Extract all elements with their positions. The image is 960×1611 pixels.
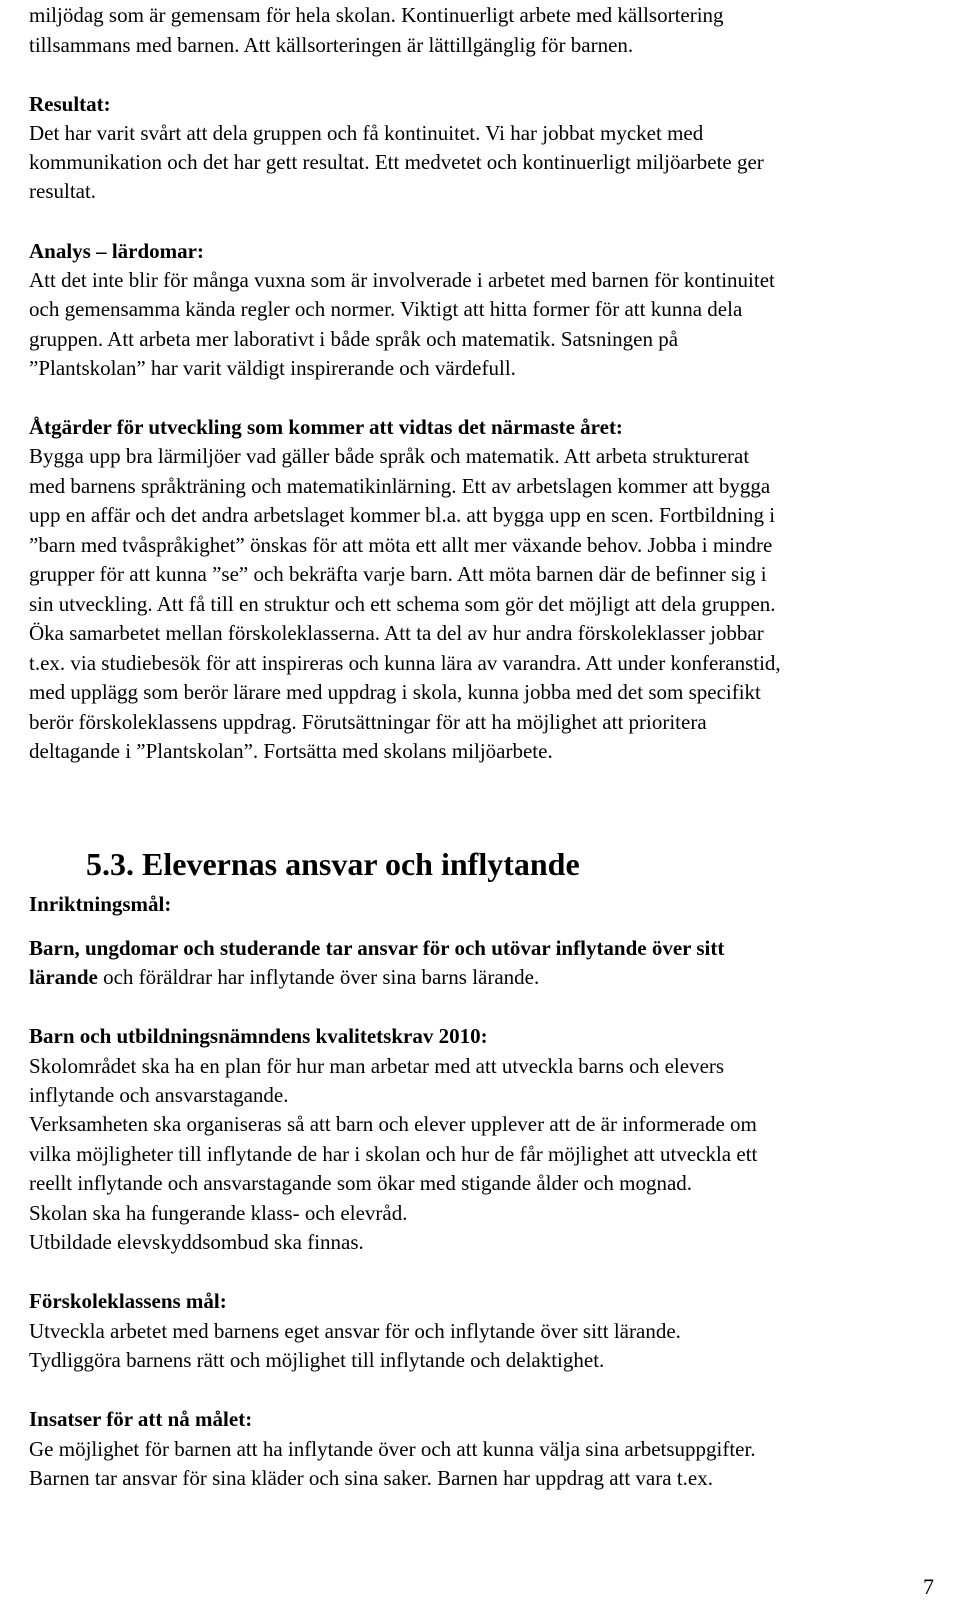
text-line [29,707,707,737]
text-line [29,147,764,177]
line-text: sin utveckling. Att få till en struktur och ett schema som gör det möjligt att dela gruppen. [29,592,776,616]
text-line [29,1198,407,1228]
text-line [29,677,761,707]
section-heading: 5.3. Elevernas ansvar och inflytande [86,846,580,882]
line-text: kommunikation och det har gett resultat. Ett medvetet och kontinuerligt miljöarbete ger [29,150,764,174]
text-line [29,1080,289,1110]
line-text: Skolan ska ha fungerande klass- och elevråd. [29,1201,408,1225]
text-line [29,1463,713,1493]
text-line [29,1345,604,1375]
line-text: Skolområdet ska ha en plan för hur man arbetar med att utveckla barns och elevers [29,1054,725,1078]
line-text: miljödag som är gemensam för hela skolan. Kontinuerligt arbete med källsortering [29,3,724,27]
page-number: 7 [923,1574,934,1599]
text-line [29,1434,756,1464]
text-line [29,324,678,354]
text-line [29,559,767,589]
line-text: resultat. [29,179,97,203]
bold-text-line [29,412,623,442]
text-line [29,618,764,648]
line-text: t.ex. via studiebesök för att inspireras och kunna lära av varandra. Att under konferanstid, [29,651,781,675]
text-line [29,176,96,206]
bold-text-line [29,933,724,963]
line-text: Barn och utbildningsnämndens kvalitetskrav 2010: [29,1024,488,1048]
bold-text-line [29,89,111,119]
bold-text-line [29,236,204,266]
line-text: reellt inflytande och ansvarstagande som ökar med stigande ålder och mognad. [29,1171,693,1195]
text-line [29,30,633,60]
text-line [29,353,516,383]
text-line [29,1051,724,1081]
line-text: Inriktningsmål: [29,892,172,916]
line-text: berör förskoleklassens uppdrag. Förutsättningar för att ha möjlighet att prioritera [29,710,707,734]
line-text: grupper för att kunna ”se” och bekräfta varje barn. Att möta barnen där de befinner sig i [29,562,767,586]
line-text: Barnen tar ansvar för sina kläder och sina saker. Barnen har uppdrag att vara t.ex. [29,1466,713,1490]
line-text: Insatser för att nå målet: [29,1407,253,1431]
text-line [29,1227,364,1257]
line-text: Analys – lärdomar: [29,239,204,263]
line-text: deltagande i ”Plantskolan”. Fortsätta med skolans miljöarbete. [29,739,553,763]
line-text: Ge möjlighet för barnen att ha inflytande över och att kunna välja sina arbetsuppgifter. [29,1437,756,1461]
line-text: Resultat: [29,92,111,116]
line-text: upp en affär och det andra arbetslaget kommer bl.a. att bygga upp en scen. Fortbildning i [29,503,776,527]
line-text: ”barn med tvåspråkighet” önskas för att möta ett allt mer växande behov. Jobba i mindre [29,533,773,557]
text-line [29,1316,681,1346]
bold-text-line [29,889,171,919]
line-text: ”Plantskolan” har varit väldigt inspirerande och värdefull. [29,356,516,380]
bold-text-line [29,1286,227,1316]
text-line [29,471,770,501]
line-text-continuation: och föräldrar har inflytande över sina barns lärande. [97,965,540,989]
line-text: Öka samarbetet mellan förskoleklasserna. Att ta del av hur andra förskoleklasser jobbar [29,621,764,645]
line-text: Barn, ungdomar och studerande tar ansvar för och utövar inflytande över sitt [29,936,725,960]
line-text: Bygga upp bra lärmiljöer vad gäller både språk och matematik. Att arbeta strukturerat [29,444,750,468]
text-line [29,1109,757,1139]
line-text: Förskoleklassens mål: [29,1289,227,1313]
line-text: tillsammans med barnen. Att källsorteringen är lättillgänglig för barnen. [29,33,634,57]
line-text: Utveckla arbetet med barnens eget ansvar för och inflytande över sitt lärande. [29,1319,681,1343]
line-text: Verksamheten ska organiseras så att barn och elever upplever att de är informerade om [29,1112,757,1136]
line-text: vilka möjligheter till inflytande de har i skolan och hur de får möjlighet att utveckla ett [29,1142,758,1166]
text-line [29,589,776,619]
text-line [29,0,724,30]
text-line [29,530,772,560]
line-text: med barnens språkträning och matematikinlärning. Ett av arbetslagen kommer att bygga [29,474,771,498]
line-text: och gemensamma kända regler och normer. Viktigt att hitta former för att kunna dela [29,297,743,321]
text-line [29,265,775,295]
bold-text-line [29,962,539,992]
text-line [29,1168,692,1198]
text-line [29,118,703,148]
text-line [29,736,553,766]
bold-text-line [29,1404,252,1434]
line-text: Att det inte blir för många vuxna som är involverade i arbetet med barnen för kontinuitet [29,268,775,292]
line-text: Det har varit svårt att dela gruppen och få kontinuitet. Vi har jobbat mycket med [29,121,704,145]
text-line [29,648,781,678]
line-text: lärande [29,965,98,989]
text-line [29,294,742,324]
text-line [29,500,775,530]
line-text: Utbildade elevskyddsombud ska finnas. [29,1230,364,1254]
text-line [29,441,749,471]
line-text: med upplägg som berör lärare med uppdrag i skola, kunna jobba med det som specifikt [29,680,761,704]
line-text: Tydliggöra barnens rätt och möjlighet till inflytande och delaktighet. [29,1348,605,1372]
line-text: inflytande och ansvarstagande. [29,1083,289,1107]
line-text: gruppen. Att arbeta mer laborativt i både språk och matematik. Satsningen på [29,327,679,351]
line-text: Åtgärder för utveckling som kommer att vidtas det närmaste året: [29,415,623,439]
bold-text-line [29,1021,488,1051]
text-line [29,1139,757,1169]
